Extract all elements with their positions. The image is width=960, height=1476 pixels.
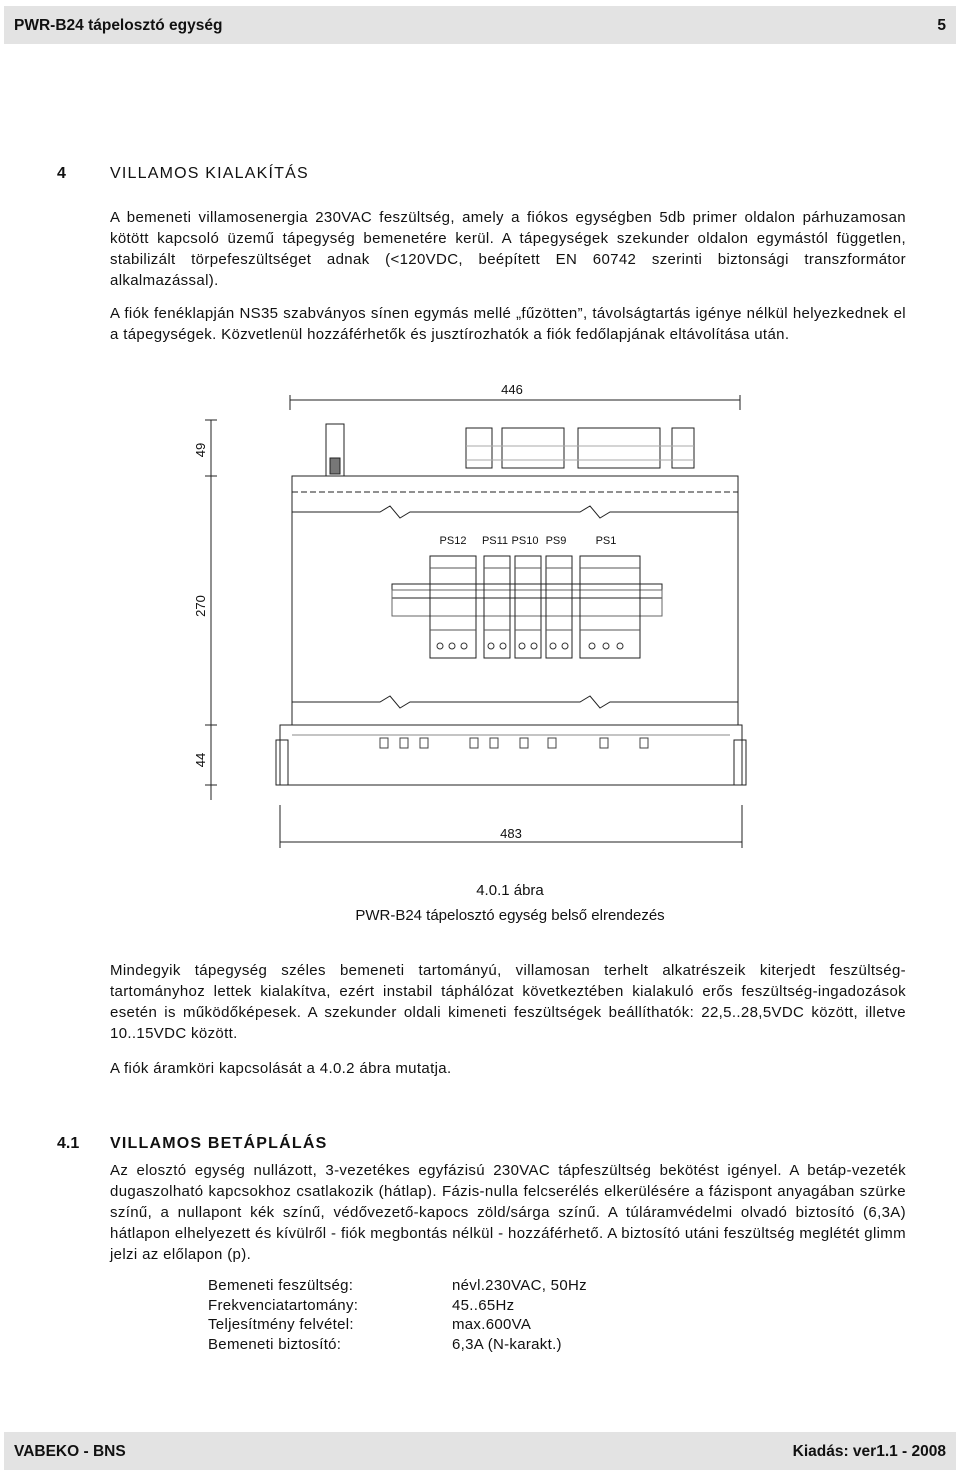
section-number: 4	[57, 165, 66, 182]
subsection-number: 4.1	[57, 1135, 80, 1152]
page-number: 5	[937, 17, 946, 34]
dimension-49: 49	[193, 442, 208, 458]
spec-label: Teljesítmény felvétel:	[208, 1316, 354, 1333]
figure-caption-title: PWR-B24 tápelosztó egység belső elrendezés	[355, 907, 665, 924]
ps-label: PS1	[595, 535, 617, 547]
footer-left: VABEKO - BNS	[14, 1443, 126, 1460]
section-title: VILLAMOS KIALAKÍTÁS	[110, 165, 309, 182]
paragraph-circuit-ref: A fiók áramköri kapcsolását a 4.0.2 ábra mutatja.	[110, 1060, 452, 1077]
dimension-44: 44	[193, 752, 208, 768]
dimension-270: 270	[193, 595, 208, 617]
spec-value: névl.230VAC, 50Hz	[452, 1277, 587, 1294]
paragraph-intro: A bemeneti villamosenergia 230VAC feszültség, amely a fiókos egységben 5db primer oldalon párhuzamosan kötött kapcsoló üzemű tápegység bemenetére kerül. A tápegységek szekunder oldalon egymástól független, stabilizált törpefeszültséget adnak (<120VDC, beépített EN 60742 szerinti biztonsági transzformátor alkalmazással).	[110, 209, 906, 289]
footer-right: Kiadás: ver1.1 - 2008	[792, 1443, 946, 1460]
spec-label: Bemeneti feszültség:	[208, 1277, 354, 1294]
dimension-446: 446	[501, 382, 523, 397]
ps-label: PS11	[481, 535, 509, 547]
page-footer	[4, 1432, 956, 1470]
subsection-title: VILLAMOS BETÁPLÁLÁS	[110, 1135, 328, 1152]
spec-label: Bemeneti biztosító:	[208, 1335, 342, 1353]
ps-label: PS10	[511, 535, 539, 547]
figure-caption-number: 4.0.1 ábra	[476, 882, 544, 899]
page-header	[4, 6, 956, 44]
dimension-483: 483	[500, 826, 522, 841]
spec-value: 6,3A (N-karakt.)	[452, 1335, 562, 1353]
spec-values	[452, 1276, 587, 1354]
spec-label: Frekvenciatartomány:	[208, 1296, 359, 1314]
layout-drawing	[180, 378, 770, 858]
ps-label: PS12	[439, 535, 467, 547]
spec-value: 45..65Hz	[452, 1296, 515, 1314]
header-title: PWR-B24 tápelosztó egység	[14, 17, 223, 34]
spec-labels	[208, 1276, 358, 1354]
paragraph-power-supply: Az elosztó egység nullázott, 3-vezetékes egyfázisú 230VAC tápfeszültség bekötést igényel. A betáp-vezeték dugaszolható kapcsokhoz csatlakozik (hátlap). Fázis-nulla felcserélés elkerülésére a fázispont anyagában szürke színű, a nullapont kék színű, védővezető-kapocs zöld/sárga színű. A túláramvédelmi olvadó biztosító (6,3A) hátlapon elhelyezett és kívülről - fiók megbontás nélkül - hozzáférhető. A biztosító utáni feszültség meglétét glimm jelzi az előlapon (p).	[110, 1162, 906, 1263]
paragraph-mounting: A fiók fenéklapján NS35 szabványos sínen egymás mellé „fűzötten”, távolságtartás igénye nélkül helyezkednek el a tápegységek. Közvetlenül hozzáférhetők és jusztírozhatók a fiók fedőlapjának eltávolítása után.	[110, 305, 906, 343]
paragraph-psu: Mindegyik tápegység széles bemeneti tartományú, villamosan terhelt alkatrészeik kiterjedt feszültség-tartományhoz lettek kialakítva, ezért instabil táphálózat következtében kialakuló erős feszültség-ingadozások esetén is működőképesek. A szekunder oldali kimeneti feszültségek beállíthatók: 22,5..28,5VDC között, illetve 10..15VDC között.	[110, 962, 906, 1042]
spec-value: max.600VA	[452, 1316, 532, 1333]
ps-label: PS9	[545, 535, 567, 547]
